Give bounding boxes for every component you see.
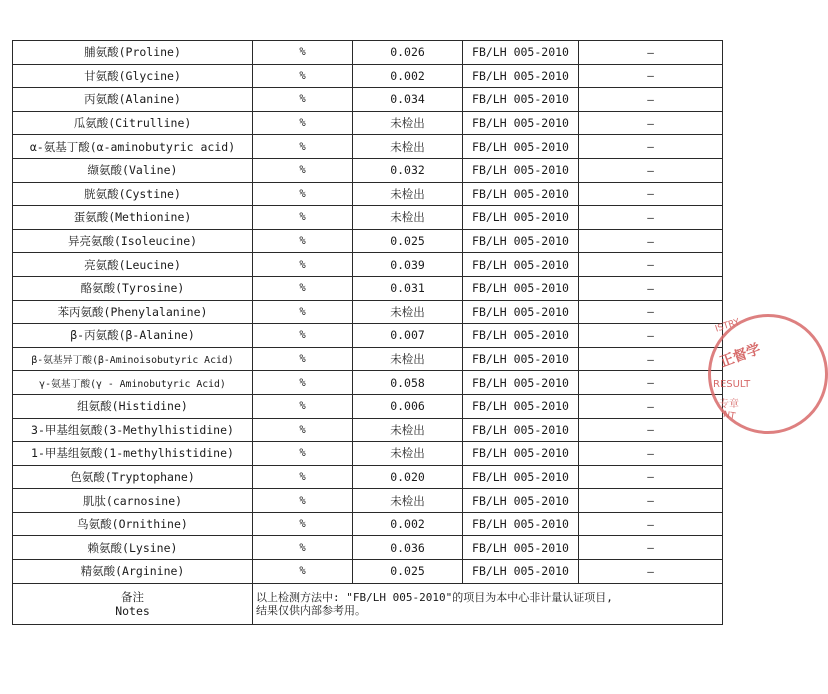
cell-unit: %	[253, 276, 353, 300]
cell-method: FB/LH 005-2010	[463, 300, 579, 324]
cell-name: 胱氨酸(Cystine)	[13, 182, 253, 206]
cell-result: 未检出	[353, 347, 463, 371]
results-table-body	[13, 41, 723, 584]
cell-result: 0.006	[353, 394, 463, 418]
cell-limit: –	[579, 418, 723, 442]
cell-result: 0.039	[353, 253, 463, 277]
cell-name: 赖氨酸(Lysine)	[13, 536, 253, 560]
table-row	[13, 442, 723, 466]
stamp-lower-text: 专章	[719, 399, 739, 410]
cell-name: 鸟氨酸(Ornithine)	[13, 512, 253, 536]
stamp-middle-text: 正督学	[717, 341, 763, 371]
cell-method: FB/LH 005-2010	[463, 536, 579, 560]
table-row	[13, 418, 723, 442]
notes-row	[13, 583, 723, 624]
cell-limit: –	[579, 253, 723, 277]
cell-limit: –	[579, 182, 723, 206]
table-row	[13, 158, 723, 182]
cell-unit: %	[253, 394, 353, 418]
table-row	[13, 182, 723, 206]
table-row	[13, 371, 723, 395]
cell-method: FB/LH 005-2010	[463, 394, 579, 418]
cell-name: 缬氨酸(Valine)	[13, 158, 253, 182]
cell-result: 未检出	[353, 442, 463, 466]
table-row	[13, 512, 723, 536]
cell-unit: %	[253, 300, 353, 324]
cell-method: FB/LH 005-2010	[463, 347, 579, 371]
table-row	[13, 276, 723, 300]
cell-unit: %	[253, 442, 353, 466]
notes-text-line2: 结果仅供内部参考用。	[256, 603, 366, 617]
table-row	[13, 135, 723, 159]
cell-unit: %	[253, 560, 353, 584]
cell-method: FB/LH 005-2010	[463, 324, 579, 348]
cell-unit: %	[253, 347, 353, 371]
cell-unit: %	[253, 88, 353, 112]
cell-result: 未检出	[353, 300, 463, 324]
cell-name: 3-甲基组氨酸(3-Methylhistidine)	[13, 418, 253, 442]
cell-limit: –	[579, 88, 723, 112]
official-seal-stamp	[708, 314, 828, 434]
cell-method: FB/LH 005-2010	[463, 135, 579, 159]
cell-limit: –	[579, 347, 723, 371]
cell-limit: –	[579, 324, 723, 348]
cell-unit: %	[253, 206, 353, 230]
cell-limit: –	[579, 135, 723, 159]
table-row	[13, 253, 723, 277]
cell-method: FB/LH 005-2010	[463, 560, 579, 584]
notes-label	[13, 583, 253, 624]
cell-result: 0.032	[353, 158, 463, 182]
notes-text	[253, 583, 723, 624]
cell-limit: –	[579, 560, 723, 584]
cell-result: 0.034	[353, 88, 463, 112]
cell-result: 0.025	[353, 229, 463, 253]
cell-method: FB/LH 005-2010	[463, 158, 579, 182]
stamp-ring-text: ISTRY	[714, 317, 741, 335]
cell-result: 0.036	[353, 536, 463, 560]
cell-limit: –	[579, 276, 723, 300]
cell-limit: –	[579, 512, 723, 536]
cell-limit: –	[579, 158, 723, 182]
cell-name: 异亮氨酸(Isoleucine)	[13, 229, 253, 253]
table-row	[13, 229, 723, 253]
table-row	[13, 206, 723, 230]
cell-unit: %	[253, 41, 353, 65]
cell-unit: %	[253, 418, 353, 442]
cell-name: 酪氨酸(Tyrosine)	[13, 276, 253, 300]
cell-method: FB/LH 005-2010	[463, 64, 579, 88]
cell-result: 0.025	[353, 560, 463, 584]
cell-limit: –	[579, 489, 723, 513]
cell-method: FB/LH 005-2010	[463, 512, 579, 536]
cell-result: 0.026	[353, 41, 463, 65]
table-row	[13, 324, 723, 348]
cell-method: FB/LH 005-2010	[463, 111, 579, 135]
cell-result: 未检出	[353, 182, 463, 206]
cell-result: 未检出	[353, 135, 463, 159]
stamp-bottom-text: NT	[722, 410, 737, 422]
cell-limit: –	[579, 371, 723, 395]
cell-unit: %	[253, 182, 353, 206]
table-row	[13, 88, 723, 112]
cell-limit: –	[579, 300, 723, 324]
cell-method: FB/LH 005-2010	[463, 371, 579, 395]
cell-limit: –	[579, 536, 723, 560]
cell-unit: %	[253, 229, 353, 253]
cell-name: 亮氨酸(Leucine)	[13, 253, 253, 277]
cell-unit: %	[253, 536, 353, 560]
cell-limit: –	[579, 394, 723, 418]
table-row	[13, 41, 723, 65]
cell-unit: %	[253, 324, 353, 348]
table-row	[13, 560, 723, 584]
cell-result: 未检出	[353, 418, 463, 442]
cell-name: 苯丙氨酸(Phenylalanine)	[13, 300, 253, 324]
cell-method: FB/LH 005-2010	[463, 182, 579, 206]
cell-name: 瓜氨酸(Citrulline)	[13, 111, 253, 135]
cell-limit: –	[579, 206, 723, 230]
cell-result: 0.020	[353, 465, 463, 489]
table-row	[13, 536, 723, 560]
cell-limit: –	[579, 229, 723, 253]
cell-name: 组氨酸(Histidine)	[13, 394, 253, 418]
notes-label-en: Notes	[115, 603, 150, 618]
table-row	[13, 347, 723, 371]
cell-method: FB/LH 005-2010	[463, 489, 579, 513]
notes-text-line1: 以上检测方法中: "FB/LH 005-2010"的项目为本中心非计量认证项目,	[256, 590, 613, 604]
cell-method: FB/LH 005-2010	[463, 418, 579, 442]
cell-method: FB/LH 005-2010	[463, 276, 579, 300]
cell-method: FB/LH 005-2010	[463, 442, 579, 466]
cell-name: 脯氨酸(Proline)	[13, 41, 253, 65]
cell-method: FB/LH 005-2010	[463, 253, 579, 277]
cell-unit: %	[253, 253, 353, 277]
cell-method: FB/LH 005-2010	[463, 206, 579, 230]
cell-limit: –	[579, 41, 723, 65]
cell-limit: –	[579, 442, 723, 466]
cell-method: FB/LH 005-2010	[463, 229, 579, 253]
cell-name: 肌肽(carnosine)	[13, 489, 253, 513]
cell-unit: %	[253, 135, 353, 159]
cell-method: FB/LH 005-2010	[463, 88, 579, 112]
stamp-result-text: RESULT	[713, 379, 751, 390]
table-row	[13, 465, 723, 489]
cell-name: β-氨基异丁酸(β-Aminoisobutyric Acid)	[13, 347, 253, 371]
cell-result: 未检出	[353, 206, 463, 230]
cell-unit: %	[253, 111, 353, 135]
table-row	[13, 111, 723, 135]
cell-unit: %	[253, 64, 353, 88]
cell-result: 0.002	[353, 512, 463, 536]
cell-name: 色氨酸(Tryptophane)	[13, 465, 253, 489]
cell-unit: %	[253, 465, 353, 489]
cell-method: FB/LH 005-2010	[463, 465, 579, 489]
table-row	[13, 300, 723, 324]
cell-unit: %	[253, 512, 353, 536]
amino-acid-results-table	[12, 40, 723, 625]
cell-name: γ-氨基丁酸(γ - Aminobutyric Acid)	[13, 371, 253, 395]
cell-result: 0.031	[353, 276, 463, 300]
cell-unit: %	[253, 158, 353, 182]
cell-name: 丙氨酸(Alanine)	[13, 88, 253, 112]
table-row	[13, 394, 723, 418]
table-row	[13, 489, 723, 513]
cell-unit: %	[253, 489, 353, 513]
cell-result: 未检出	[353, 111, 463, 135]
cell-result: 0.058	[353, 371, 463, 395]
cell-method: FB/LH 005-2010	[463, 41, 579, 65]
cell-limit: –	[579, 465, 723, 489]
cell-result: 0.002	[353, 64, 463, 88]
cell-name: 蛋氨酸(Methionine)	[13, 206, 253, 230]
cell-name: 精氨酸(Arginine)	[13, 560, 253, 584]
cell-name: β-丙氨酸(β-Alanine)	[13, 324, 253, 348]
cell-limit: –	[579, 111, 723, 135]
cell-limit: –	[579, 64, 723, 88]
cell-name: 1-甲基组氨酸(1-methylhistidine)	[13, 442, 253, 466]
cell-unit: %	[253, 371, 353, 395]
cell-result: 0.007	[353, 324, 463, 348]
cell-name: α-氨基丁酸(α-aminobutyric acid)	[13, 135, 253, 159]
cell-result: 未检出	[353, 489, 463, 513]
cell-name: 甘氨酸(Glycine)	[13, 64, 253, 88]
notes-label-cn: 备注	[121, 589, 144, 604]
table-row	[13, 64, 723, 88]
